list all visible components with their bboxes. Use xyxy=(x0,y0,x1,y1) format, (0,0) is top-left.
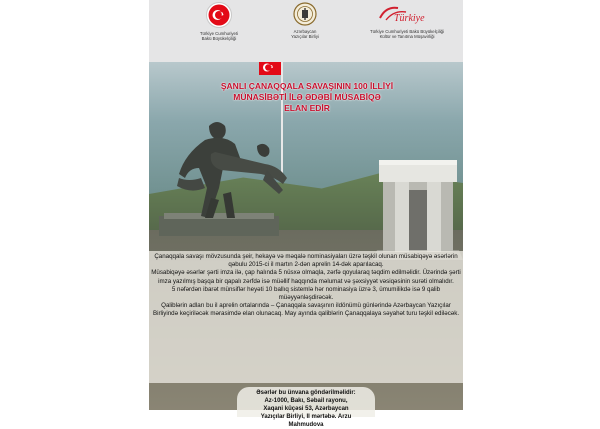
logo-turkey-embassy xyxy=(183,2,255,41)
svg-text:Türkiye: Türkiye xyxy=(394,13,425,24)
headline-line: ELAN EDİR xyxy=(284,103,330,113)
turkiye-tourism-logo-icon xyxy=(355,2,459,26)
paragraph: Çanaqqala savaşı mövzusunda şeir, hekayə və məqalə nominasiyaları üzrə təşkil olunan müsabiqəyə əsərlərin qəbulu 2015-ci il martın 2-dən aprelin 14-dək aparılacaq. xyxy=(154,253,458,269)
paragraph: 5 nəfərdən ibarət münsiflər heyəti 10 ballıq sistemlə hər nominasiya üzrə 3, ümumilikdə isə 9 qalib müəyyənləşdirəcək. xyxy=(171,285,441,302)
soldier-statue xyxy=(149,108,299,248)
canakkale-martyrs-memorial xyxy=(369,120,463,260)
turkey-crescent-star-icon xyxy=(206,2,232,28)
headline-line: ŞANLI ÇANAQQALA SAVAŞININ 100 İLLİYİ xyxy=(220,81,394,91)
logo-turkiye-tourism xyxy=(355,2,459,39)
paragraph: Müsabiqəyə əsərlər şərti imza ilə, çap halında 5 nüsxə olmaqla, zərfə qoyularaq təqdim edilməlidir. Üzərində şərti imza yazılmış başqa bir qapalı zərfdə isə müəllif haqqında məlumat və şəxsiyyət vəsiqəsinin surəti olmalıdır. xyxy=(151,269,461,285)
logo-caption: Azərbaycan Yazıçılar Birliyi xyxy=(291,29,319,39)
headline-line: MÜNASİBƏTİ İLƏ ƏDƏBİ MÜSABİQƏ xyxy=(233,92,381,102)
paragraph: Qaliblərin adları bu il aprelin ortalarında – Çanaqqala savaşının ildönümü günlərində Azərbaycan Yazıçılar Birliyində keçiriləcək mərasimdə elan olunacaq. May ayında qaliblərin Çanaqqalaya səyahət turu təşkil ediləcək. xyxy=(152,302,460,318)
headline xyxy=(207,81,407,114)
logo-caption: Türkiye Cumhuriyeti Bakü Büyükelçiliği xyxy=(199,31,239,41)
logo-caption: Türkiye Cumhuriyeti Bakü Büyükelçiliği Kültür ve Tanıtma Müşavirliği xyxy=(369,29,445,39)
poster xyxy=(149,0,463,428)
writers-union-emblem-icon xyxy=(293,2,317,26)
submission-address: Əsərlər bu ünvana göndərilməlidir: Az-1000, Bakı, Səbail rayonu, Xaqani küçəsi 53, Azərbaycan Yazıçılar Birliyi, II mərtəbə. Arzu Mahmudova xyxy=(256,390,356,428)
logo-writers-union xyxy=(275,2,335,39)
announcement-text xyxy=(151,253,461,319)
